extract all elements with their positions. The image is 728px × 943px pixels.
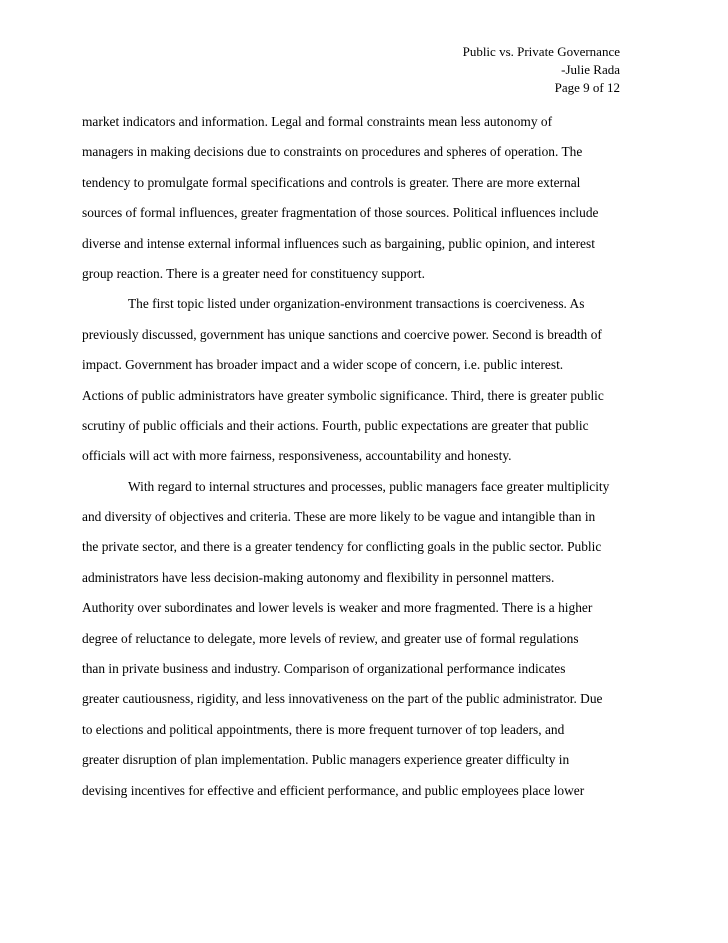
text-line: group reaction. There is a greater need for constituency support.: [82, 265, 425, 281]
paragraph: [82, 107, 609, 289]
text-line: previously discussed, government has unique sanctions and coercive power. Second is breadth of: [82, 326, 602, 342]
text-line: sources of formal influences, greater fragmentation of those sources. Political influences include: [82, 205, 599, 221]
text-line: market indicators and information. Legal and formal constraints mean less autonomy of: [82, 114, 553, 129]
text-line: managers in making decisions due to constraints on procedures and spheres of operation. The: [82, 144, 583, 160]
document-body: [82, 107, 609, 806]
text-line: With regard to internal structures and processes, public managers face greater multiplicity: [128, 478, 610, 494]
running-header: [463, 43, 620, 97]
text-line: and diversity of objectives and criteria. These are more likely to be vague and intangible than in: [82, 509, 596, 525]
header-page-number: Page 9 of 12: [554, 80, 620, 95]
text-line: impact. Government has broader impact and a wider scope of concern, i.e. public interest.: [82, 357, 564, 373]
text-line: Actions of public administrators have greater symbolic significance. Third, there is greater public: [82, 387, 604, 403]
text-line: officials will act with more fairness, responsiveness, accountability and honesty.: [82, 448, 512, 464]
text-line: to elections and political appointments, there is more frequent turnover of top leaders, and: [82, 721, 565, 737]
header-author: -Julie Rada: [561, 62, 620, 77]
text-line: diverse and intense external informal influences such as bargaining, public opinion, and interest: [82, 235, 595, 251]
text-line: than in private business and industry. Comparison of organizational performance indicates: [82, 661, 566, 677]
text-line: devising incentives for effective and efficient performance, and public employees place lower: [82, 782, 585, 798]
text-line: tendency to promulgate formal specifications and controls is greater. There are more external: [82, 174, 581, 190]
text-line: greater disruption of plan implementation. Public managers experience greater difficulty in: [82, 752, 570, 768]
text-line: The first topic listed under organization-environment transactions is coerciveness. As: [128, 296, 585, 312]
text-line: degree of reluctance to delegate, more levels of review, and greater use of formal regulations: [82, 630, 579, 646]
header-title: Public vs. Private Governance: [462, 44, 620, 59]
text-line: the private sector, and there is a greater tendency for conflicting goals in the public sector. Public: [82, 539, 602, 555]
text-line: administrators have less decision-making autonomy and flexibility in personnel matters.: [82, 569, 555, 585]
text-line: greater cautiousness, rigidity, and less innovativeness on the part of the public administrator. Due: [82, 691, 603, 707]
paragraph: [82, 289, 609, 471]
text-line: Authority over subordinates and lower levels is weaker and more fragmented. There is a higher: [82, 600, 593, 616]
paragraph: [82, 472, 609, 806]
text-line: scrutiny of public officials and their actions. Fourth, public expectations are greater that public: [82, 417, 589, 433]
